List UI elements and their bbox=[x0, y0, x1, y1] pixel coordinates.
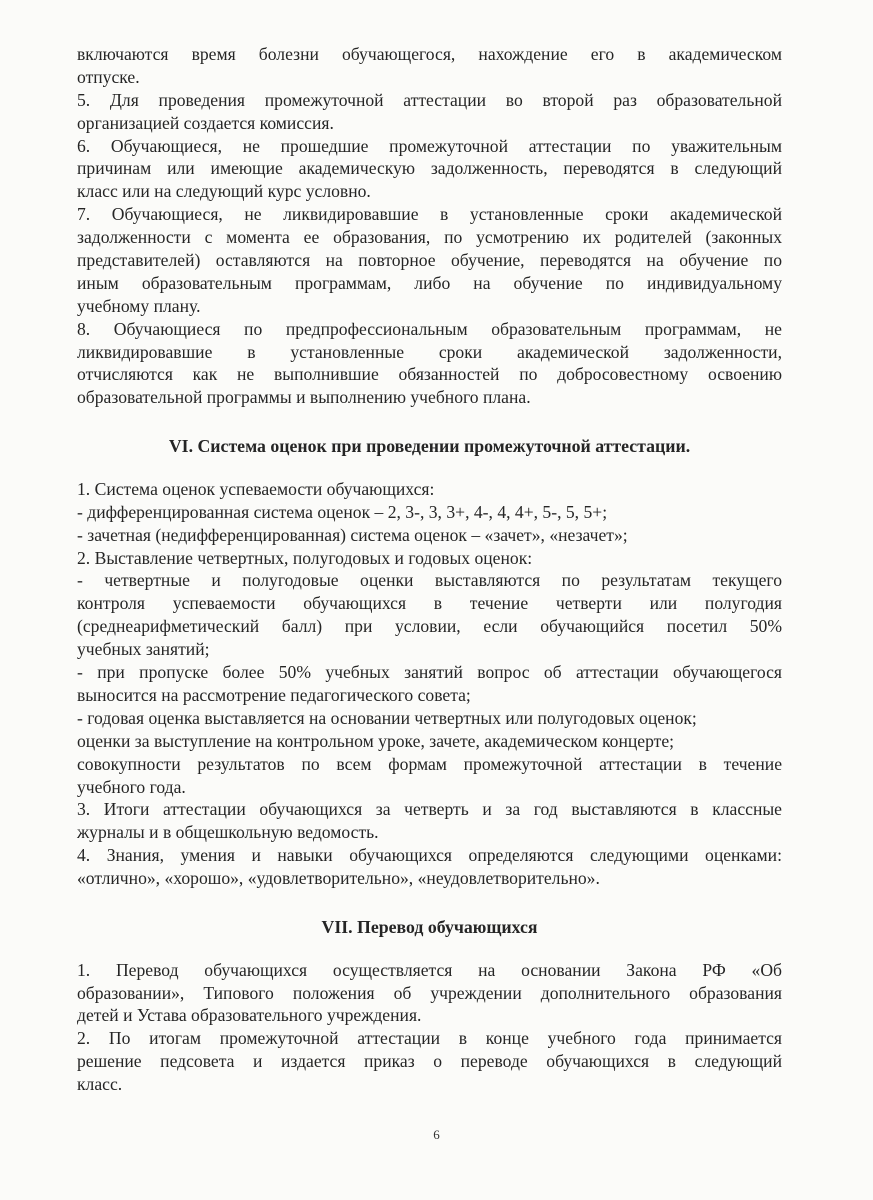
text-line: 2. Выставление четвертных, полугодовых и годовых оценок: bbox=[77, 547, 533, 568]
text-line: 6. Обучающиеся, не прошедшие промежуточной аттестации по уважительным bbox=[77, 135, 782, 156]
text-line: организацией создается комиссия. bbox=[77, 112, 334, 133]
text-line: 2. По итогам промежуточной аттестации в конце учебного года принимается bbox=[77, 1028, 782, 1049]
page-number: 6 bbox=[433, 1127, 440, 1142]
text-line: 1. Перевод обучающихся осуществляется на основании Закона РФ «Об bbox=[77, 959, 782, 980]
text-line: учебного года. bbox=[77, 776, 186, 797]
text-line: контроля успеваемости обучающихся в течение четверти или полугодия bbox=[77, 593, 782, 614]
text-line: учебных занятий; bbox=[77, 639, 210, 660]
text-line: - при пропуске более 50% учебных занятий вопрос об аттестации обучающегося bbox=[77, 662, 782, 683]
text-line: журналы и в общешкольную ведомость. bbox=[77, 822, 379, 843]
text-line: 3. Итоги аттестации обучающихся за четверть и за год выставляются в классные bbox=[77, 799, 782, 820]
text-line: решение педсовета и издается приказ о переводе обучающихся в следующий bbox=[77, 1051, 782, 1072]
text-line: включаются время болезни обучающегося, нахождение его в академическом bbox=[77, 44, 782, 64]
section-heading: VI. Система оценок при проведении промежуточной аттестации. bbox=[168, 436, 691, 457]
text-line: 7. Обучающиеся, не ликвидировавшие в установленные сроки академической bbox=[77, 204, 782, 225]
text-line: класс. bbox=[77, 1074, 123, 1095]
text-line: причинам или имеющие академическую задолженность, переводятся в следующий bbox=[77, 158, 782, 179]
text-line: - зачетная (недифференцированная) система оценок – «зачет», «незачет»; bbox=[77, 524, 628, 545]
text-line: совокупности результатов по всем формам промежуточной аттестации в течение bbox=[77, 753, 782, 774]
text-line: 4. Знания, умения и навыки обучающихся определяются следующими оценками: bbox=[77, 845, 782, 866]
text-line: ликвидировавшие в установленные сроки академической задолженности, bbox=[77, 341, 782, 362]
text-line: 5. Для проведения промежуточной аттестации во второй раз образовательной bbox=[77, 89, 782, 110]
text-line: отчисляются как не выполнившие обязанностей по добросовестному освоению bbox=[77, 364, 782, 385]
text-line: представителей) оставляются на повторное обучение, переводятся на обучение по bbox=[77, 250, 782, 271]
section-heading: VII. Перевод обучающихся bbox=[321, 916, 538, 937]
text-line: 8. Обучающиеся по предпрофессиональным образовательным программам, не bbox=[77, 318, 782, 339]
text-line: выносится на рассмотрение педагогического совета; bbox=[77, 684, 471, 705]
text-line: задолженности с момента ее образования, по усмотрению их родителей (законных bbox=[77, 227, 782, 248]
document-page bbox=[77, 43, 782, 1096]
text-line: «отлично», «хорошо», «удовлетворительно», «неудовлетворительно». bbox=[77, 868, 600, 889]
text-line: - годовая оценка выставляется на основании четвертных или полугодовых оценок; bbox=[77, 707, 697, 728]
text-line: оценки за выступление на контрольном уроке, зачете, академическом концерте; bbox=[77, 730, 675, 751]
text-line: 1. Система оценок успеваемости обучающихся: bbox=[77, 478, 435, 499]
text-line: иным образовательным программам, либо на обучение по индивидуальному bbox=[77, 272, 782, 293]
text-line: образовании», Типового положения об учреждении дополнительного образования bbox=[77, 982, 782, 1003]
text-line: детей и Устава образовательного учреждения. bbox=[77, 1005, 422, 1026]
text-line: класс или на следующий курс условно. bbox=[77, 181, 371, 202]
text-line: (среднеарифметический балл) при условии, если обучающийся посетил 50% bbox=[77, 616, 782, 637]
text-line: - дифференцированная система оценок – 2, 3-, 3, 3+, 4-, 4, 4+, 5-, 5, 5+; bbox=[77, 501, 608, 522]
text-line: учебному плану. bbox=[77, 295, 201, 316]
text-line: отпуске. bbox=[77, 66, 140, 87]
text-line: - четвертные и полугодовые оценки выставляются по результатам текущего bbox=[77, 570, 782, 591]
text-line: образовательной программы и выполнению учебного плана. bbox=[77, 387, 531, 408]
